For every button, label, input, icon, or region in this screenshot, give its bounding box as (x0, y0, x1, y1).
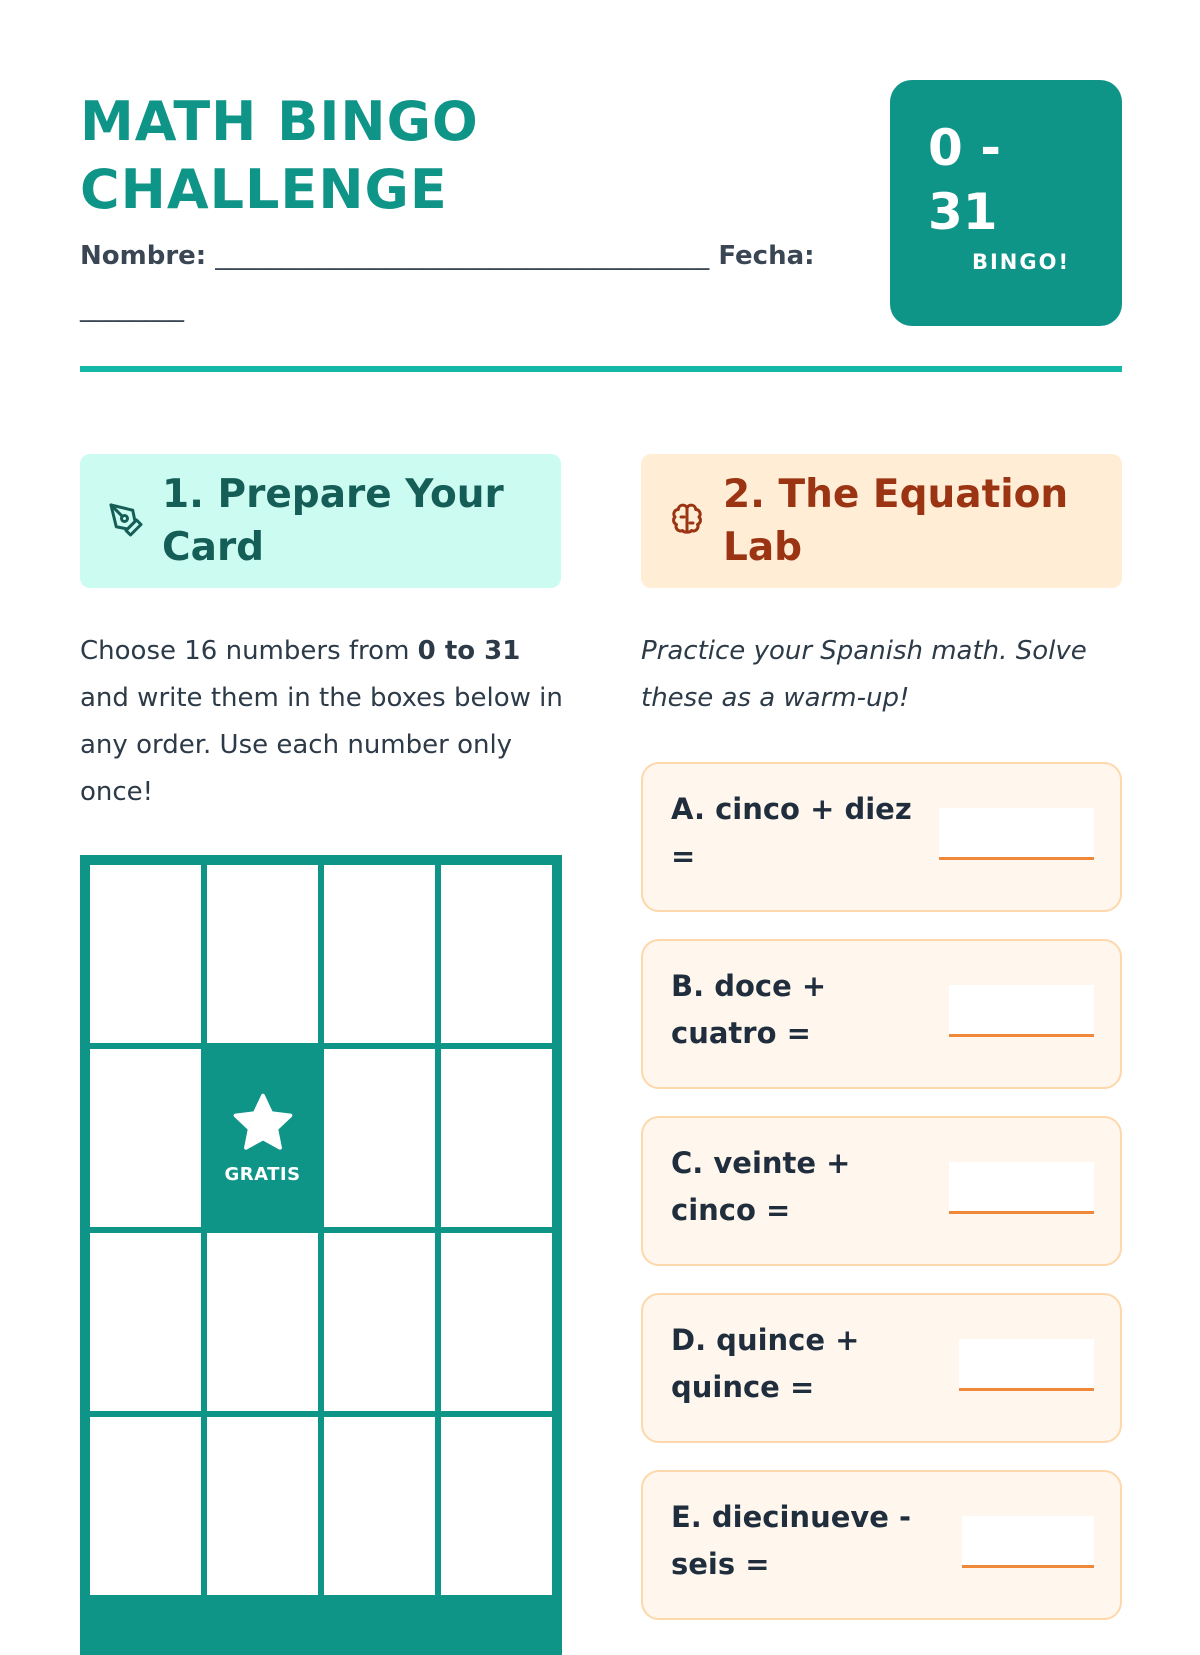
bingo-cell[interactable] (90, 1049, 201, 1227)
instructions-text-2: and write them in the boxes below in any order. Use each number only once! (80, 683, 563, 807)
equation-text: A. cinco + diez = (671, 792, 912, 873)
equation-lab-intro: Practice your Spanish math. Solve these as a warm-up! (641, 636, 1087, 713)
answer-input[interactable] (959, 1339, 1094, 1391)
brain-icon (669, 502, 705, 538)
instructions-range: 0 to 31 (417, 636, 521, 666)
equation-text: E. diecinueve - seis = (671, 1500, 912, 1581)
name-label: Nombre: (80, 241, 207, 271)
equation-card-c (641, 1116, 1122, 1266)
section-2-title: 2. The Equation Lab (723, 472, 1069, 570)
name-blank[interactable]: ______________________________________ (215, 241, 710, 271)
free-space-label: GRATIS (224, 1163, 301, 1185)
title-line-2: CHALLENGE (80, 158, 448, 221)
badge-range: 0 - 31 (928, 119, 1001, 241)
bingo-cell[interactable] (441, 1233, 552, 1411)
equation-text: D. quince + quince = (671, 1323, 860, 1404)
equation-text: C. veinte + cinco = (671, 1146, 851, 1227)
free-space-cell (207, 1049, 318, 1227)
bingo-cell[interactable] (324, 1233, 435, 1411)
bingo-cell[interactable] (207, 865, 318, 1043)
section-1-title: 1. Prepare Your Card (162, 472, 504, 570)
bingo-cell[interactable] (441, 1049, 552, 1227)
equation-card-a (641, 762, 1122, 912)
title-line-1: MATH BINGO (80, 90, 479, 153)
badge-label: BINGO! (971, 250, 1071, 274)
instructions-text-1: Choose 16 numbers from (80, 636, 418, 666)
equation-card-d (641, 1293, 1122, 1443)
equation-text: B. doce + cuatro = (671, 969, 827, 1050)
pen-nib-icon (108, 502, 144, 538)
bingo-cell[interactable] (207, 1233, 318, 1411)
bingo-cell[interactable] (324, 1417, 435, 1595)
bingo-cell[interactable] (441, 1417, 552, 1595)
equation-card-e (641, 1470, 1122, 1620)
section-2-header (641, 454, 1122, 588)
answer-input[interactable] (949, 1162, 1094, 1214)
bingo-cell[interactable] (324, 865, 435, 1043)
bingo-cell[interactable] (90, 1233, 201, 1411)
name-date-line (80, 230, 850, 334)
bingo-cell[interactable] (324, 1049, 435, 1227)
answer-input[interactable] (939, 808, 1094, 860)
section-1-header (80, 454, 561, 588)
page-title (80, 88, 840, 224)
range-badge (890, 80, 1122, 326)
equation-card-b (641, 939, 1122, 1089)
header-divider (80, 366, 1122, 372)
date-blank[interactable]: ________ (80, 293, 184, 323)
bingo-cell[interactable] (207, 1417, 318, 1595)
bingo-cell[interactable] (90, 1417, 201, 1595)
answer-input[interactable] (962, 1516, 1094, 1568)
bingo-cell[interactable] (90, 865, 201, 1043)
card-instructions (80, 628, 570, 816)
bingo-cell[interactable] (441, 865, 552, 1043)
star-icon (231, 1092, 295, 1154)
date-label: Fecha: (718, 241, 815, 271)
answer-input[interactable] (949, 985, 1094, 1037)
bingo-card-grid (80, 855, 562, 1655)
